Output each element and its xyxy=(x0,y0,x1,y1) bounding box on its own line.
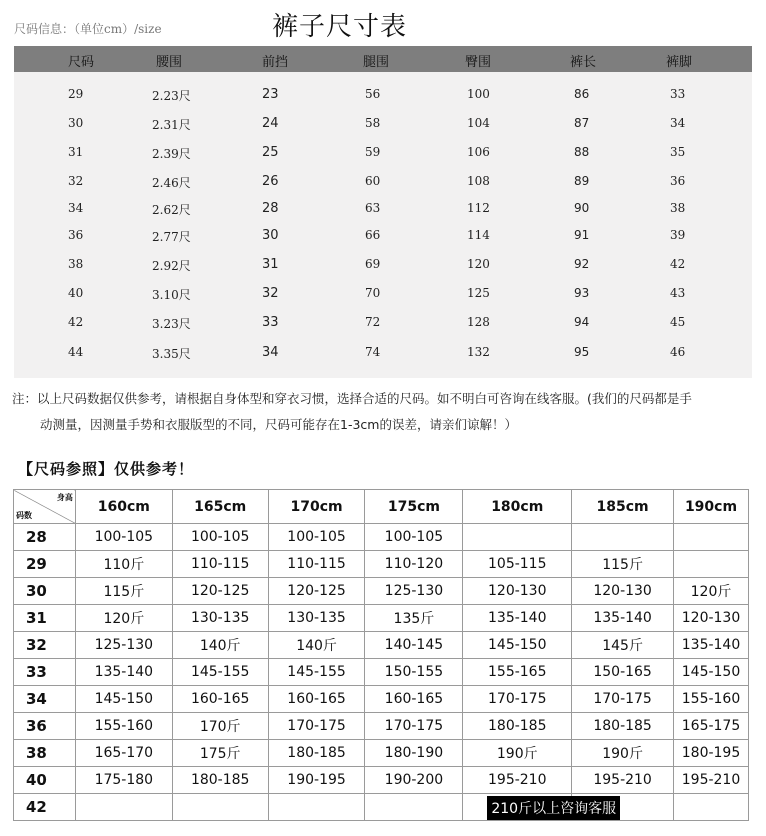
size-cell: 24 xyxy=(262,116,279,131)
size-cell: 32 xyxy=(262,286,279,301)
weight-cell: 120-125 xyxy=(172,578,268,605)
weight-cell: 140-145 xyxy=(365,632,463,659)
weight-cell: 135-140 xyxy=(463,605,572,632)
weight-cell: 160-165 xyxy=(268,686,365,713)
size-cell: 34 xyxy=(262,345,279,360)
size-cell: 93 xyxy=(574,286,590,300)
weight-cell: 120-130 xyxy=(463,578,572,605)
weight-cell xyxy=(572,524,674,551)
weight-cell: 130-135 xyxy=(268,605,365,632)
size-col-header: 裤长 xyxy=(570,55,597,70)
row-size: 31 xyxy=(14,605,76,632)
row-size: 34 xyxy=(14,686,76,713)
weight-cell xyxy=(674,551,749,578)
size-cell: 2.77尺 xyxy=(152,230,191,244)
weight-cell: 195-210 xyxy=(463,767,572,794)
size-cell: 3.23尺 xyxy=(152,317,191,331)
weight-cell: 190斤 xyxy=(463,740,572,767)
size-cell: 39 xyxy=(670,228,686,242)
weight-cell xyxy=(172,794,268,821)
size-cell: 70 xyxy=(365,286,381,300)
height-header: 165cm xyxy=(172,490,268,524)
weight-cell: 135-140 xyxy=(572,605,674,632)
height-header: 175cm xyxy=(365,490,463,524)
size-cell: 128 xyxy=(467,315,490,329)
size-cell: 104 xyxy=(467,116,490,130)
reference-row xyxy=(14,767,749,794)
row-size: 32 xyxy=(14,632,76,659)
weight-cell: 155-160 xyxy=(674,686,749,713)
weight-cell: 180-185 xyxy=(463,713,572,740)
weight-cell: 115斤 xyxy=(572,551,674,578)
weight-cell: 100-105 xyxy=(172,524,268,551)
weight-cell: 145-155 xyxy=(268,659,365,686)
size-cell: 29 xyxy=(68,87,84,101)
unit-label: 尺码信息：（单位cm）/size xyxy=(14,22,162,36)
size-cell: 114 xyxy=(467,228,490,242)
size-cell: 112 xyxy=(467,201,490,215)
weight-cell: 140斤 xyxy=(172,632,268,659)
weight-cell: 180-190 xyxy=(365,740,463,767)
weight-cell: 120-125 xyxy=(268,578,365,605)
weight-cell: 135-140 xyxy=(75,659,172,686)
size-cell: 38 xyxy=(670,201,686,215)
size-cell: 74 xyxy=(365,345,381,359)
note-line-2: 动测量，因测量手势和衣服版型的不同，尺码可能存在1-3cm的误差，请亲们谅解！） xyxy=(40,417,517,432)
size-cell: 35 xyxy=(670,145,686,159)
reference-row xyxy=(14,605,749,632)
weight-cell: 165-170 xyxy=(75,740,172,767)
corner-bottom: 码数 xyxy=(16,511,32,520)
weight-cell: 145-150 xyxy=(463,632,572,659)
size-cell: 60 xyxy=(365,174,381,188)
size-cell: 92 xyxy=(574,257,590,271)
weight-cell xyxy=(75,794,172,821)
weight-cell: 100-105 xyxy=(268,524,365,551)
size-cell: 106 xyxy=(467,145,490,159)
size-cell: 34 xyxy=(670,116,686,130)
size-cell: 86 xyxy=(574,87,590,101)
size-cell: 69 xyxy=(365,257,381,271)
weight-cell: 120-130 xyxy=(572,578,674,605)
weight-cell: 145-150 xyxy=(75,686,172,713)
size-col-header: 腰围 xyxy=(156,55,183,70)
reference-row xyxy=(14,686,749,713)
weight-cell: 135-140 xyxy=(674,632,749,659)
reference-row xyxy=(14,632,749,659)
size-cell: 63 xyxy=(365,201,381,215)
size-cell: 2.23尺 xyxy=(152,89,191,103)
weight-cell: 180-195 xyxy=(674,740,749,767)
weight-cell: 195-210 xyxy=(572,767,674,794)
size-cell: 33 xyxy=(262,315,279,330)
row-size: 33 xyxy=(14,659,76,686)
corner-cell xyxy=(14,490,76,524)
weight-cell: 190-200 xyxy=(365,767,463,794)
size-cell: 44 xyxy=(68,345,84,359)
reference-table xyxy=(13,489,749,821)
weight-cell: 165-175 xyxy=(674,713,749,740)
weight-cell: 150-155 xyxy=(365,659,463,686)
row-size: 29 xyxy=(14,551,76,578)
weight-cell: 160-165 xyxy=(365,686,463,713)
size-col-header: 尺码 xyxy=(68,55,95,70)
weight-cell xyxy=(365,794,463,821)
weight-cell: 125-130 xyxy=(365,578,463,605)
height-header: 185cm xyxy=(572,490,674,524)
reference-row xyxy=(14,659,749,686)
weight-cell: 145-150 xyxy=(674,659,749,686)
size-cell: 125 xyxy=(467,286,490,300)
size-cell: 33 xyxy=(670,87,686,101)
size-cell: 2.39尺 xyxy=(152,147,191,161)
size-cell: 56 xyxy=(365,87,381,101)
size-cell: 42 xyxy=(68,315,84,329)
size-cell: 3.10尺 xyxy=(152,288,191,302)
size-cell: 30 xyxy=(262,228,279,243)
row-size: 38 xyxy=(14,740,76,767)
row-size: 40 xyxy=(14,767,76,794)
height-header: 180cm xyxy=(463,490,572,524)
size-cell: 25 xyxy=(262,145,279,160)
weight-cell: 130-135 xyxy=(172,605,268,632)
weight-cell: 120-130 xyxy=(674,605,749,632)
weight-cell: 105-115 xyxy=(463,551,572,578)
reference-row xyxy=(14,551,749,578)
weight-cell: 155-160 xyxy=(75,713,172,740)
reference-row xyxy=(14,740,749,767)
weight-cell: 115斤 xyxy=(75,578,172,605)
consult-banner: 210斤以上咨询客服 xyxy=(487,796,620,820)
weight-cell: 150-165 xyxy=(572,659,674,686)
size-cell: 59 xyxy=(365,145,381,159)
weight-cell: 180-185 xyxy=(572,713,674,740)
weight-cell xyxy=(463,524,572,551)
size-cell: 36 xyxy=(68,228,84,242)
weight-cell xyxy=(268,794,365,821)
weight-cell: 125-130 xyxy=(75,632,172,659)
size-cell: 23 xyxy=(262,87,279,102)
weight-cell: 160-165 xyxy=(172,686,268,713)
size-cell: 90 xyxy=(574,201,590,215)
size-cell: 2.46尺 xyxy=(152,176,191,190)
size-cell: 66 xyxy=(365,228,381,242)
size-cell: 132 xyxy=(467,345,490,359)
weight-cell: 100-105 xyxy=(75,524,172,551)
size-cell: 2.62尺 xyxy=(152,203,191,217)
weight-cell: 190斤 xyxy=(572,740,674,767)
size-cell: 42 xyxy=(670,257,686,271)
weight-cell: 170-175 xyxy=(268,713,365,740)
size-cell: 38 xyxy=(68,257,84,271)
size-cell: 72 xyxy=(365,315,381,329)
weight-cell: 170斤 xyxy=(172,713,268,740)
weight-cell: 110斤 xyxy=(75,551,172,578)
note-line-1: 注：以上尺码数据仅供参考，请根据自身体型和穿衣习惯，选择合适的尺码。如不明白可咨询在线客服。(我们的尺码都是手 xyxy=(12,391,692,406)
row-size: 42 xyxy=(14,794,76,821)
weight-cell xyxy=(674,794,749,821)
size-cell: 89 xyxy=(574,174,590,188)
row-size: 36 xyxy=(14,713,76,740)
size-cell: 91 xyxy=(574,228,590,242)
size-cell: 100 xyxy=(467,87,490,101)
weight-cell: 170-175 xyxy=(365,713,463,740)
height-header: 190cm xyxy=(674,490,749,524)
weight-cell: 190-195 xyxy=(268,767,365,794)
size-cell: 87 xyxy=(574,116,590,130)
size-col-header: 臀围 xyxy=(465,55,492,70)
weight-cell: 140斤 xyxy=(268,632,365,659)
size-col-header: 前挡 xyxy=(262,55,289,70)
weight-cell: 180-185 xyxy=(172,767,268,794)
reference-row-last xyxy=(14,794,749,821)
size-cell: 31 xyxy=(262,257,279,272)
size-cell: 40 xyxy=(68,286,84,300)
row-size: 28 xyxy=(14,524,76,551)
reference-header-row xyxy=(14,490,749,524)
weight-cell: 170-175 xyxy=(572,686,674,713)
size-cell: 3.35尺 xyxy=(152,347,191,361)
size-table xyxy=(14,46,752,378)
weight-cell: 145斤 xyxy=(572,632,674,659)
weight-cell: 120斤 xyxy=(674,578,749,605)
size-cell: 30 xyxy=(68,116,84,130)
weight-cell xyxy=(463,794,617,821)
weight-cell: 110-115 xyxy=(268,551,365,578)
note xyxy=(12,386,750,438)
weight-cell: 155-165 xyxy=(463,659,572,686)
page-title: 裤子尺寸表 xyxy=(272,12,408,42)
height-header: 160cm xyxy=(75,490,172,524)
size-col-header: 裤脚 xyxy=(666,55,693,70)
weight-cell: 175斤 xyxy=(172,740,268,767)
size-cell: 88 xyxy=(574,145,590,159)
size-cell: 95 xyxy=(574,345,590,359)
reference-row xyxy=(14,524,749,551)
size-cell: 32 xyxy=(68,174,84,188)
size-cell: 36 xyxy=(670,174,686,188)
size-cell: 120 xyxy=(467,257,490,271)
weight-cell: 145-155 xyxy=(172,659,268,686)
size-cell: 34 xyxy=(68,201,84,215)
size-cell: 28 xyxy=(262,201,279,216)
weight-cell: 100-105 xyxy=(365,524,463,551)
weight-cell: 170-175 xyxy=(463,686,572,713)
height-header: 170cm xyxy=(268,490,365,524)
reference-row xyxy=(14,713,749,740)
size-cell: 43 xyxy=(670,286,686,300)
size-cell: 94 xyxy=(574,315,590,329)
size-cell: 2.31尺 xyxy=(152,118,191,132)
size-col-header: 腿围 xyxy=(363,55,390,70)
corner-top: 身高 xyxy=(56,493,73,502)
weight-cell: 195-210 xyxy=(674,767,749,794)
weight-cell xyxy=(674,524,749,551)
weight-cell: 180-185 xyxy=(268,740,365,767)
weight-cell: 110-115 xyxy=(172,551,268,578)
size-cell: 31 xyxy=(68,145,84,159)
weight-cell: 120斤 xyxy=(75,605,172,632)
size-cell: 45 xyxy=(670,315,686,329)
size-cell: 58 xyxy=(365,116,381,130)
weight-cell: 135斤 xyxy=(365,605,463,632)
reference-row xyxy=(14,578,749,605)
size-cell: 108 xyxy=(467,174,490,188)
reference-title: 【尺码参照】仅供参考！ xyxy=(18,460,195,478)
weight-cell: 175-180 xyxy=(75,767,172,794)
size-cell: 2.92尺 xyxy=(152,259,191,273)
weight-cell: 110-120 xyxy=(365,551,463,578)
size-cell: 26 xyxy=(262,174,279,189)
row-size: 30 xyxy=(14,578,76,605)
size-cell: 46 xyxy=(670,345,686,359)
